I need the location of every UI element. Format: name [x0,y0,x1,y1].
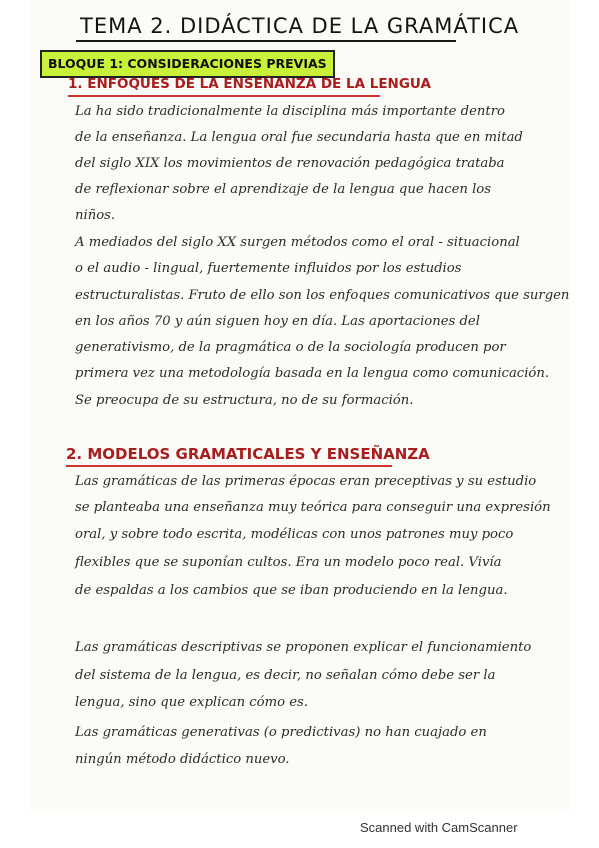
section-2-line: Las gramáticas descriptivas se proponen explicar el funcionamiento [75,640,532,655]
section-heading-1-underline [68,95,380,97]
section-1-line: La ha sido tradicionalmente la disciplina más importante dentro [75,104,505,119]
section-2-line: del sistema de la lengua, es decir, no señalan cómo debe ser la [75,668,496,683]
section-1-line: del siglo XIX los movimientos de renovación pedagógica trataba [75,156,505,171]
section-1-line: en los años 70 y aún siguen hoy en día. Las aportaciones del [75,314,480,329]
section-2-line: Las gramáticas de las primeras épocas eran preceptivas y su estudio [75,474,537,489]
section-2-line: lengua, sino que explican cómo es. [75,695,309,710]
section-1-line: niños. [75,208,116,223]
section-2-line: de espaldas a los cambios que se iban produciendo en la lengua. [75,583,508,598]
section-2-line: ningún método didáctico nuevo. [75,752,290,767]
section-1-line: primera vez una metodología basada en la lengua como comunicación. [75,366,550,381]
block-label-highlight: BLOQUE 1: CONSIDERACIONES PREVIAS [40,50,335,78]
section-heading-1: 1. ENFOQUES DE LA ENSEÑANZA DE LA LENGUA [68,76,431,92]
section-1-line: generativismo, de la pragmática o de la sociología producen por [75,340,506,355]
section-2-line: oral, y sobre todo escrita, modélicas con unos patrones muy poco [75,527,514,542]
section-1-line: de reflexionar sobre el aprendizaje de la lengua que hacen los [75,182,492,197]
section-1-line: A mediados del siglo XX surgen métodos como el oral - situacional [75,235,520,250]
scanner-watermark: Scanned with CamScanner [360,820,518,835]
section-1-line: Se preocupa de su estructura, no de su formación. [75,393,414,408]
page-title: TEMA 2. DIDÁCTICA DE LA GRAMÁTICA [80,14,520,38]
section-1-line: estructuralistas. Fruto de ello son los enfoques comunicativos que surgen [75,288,570,303]
section-2-line: se planteaba una enseñanza muy teórica para conseguir una expresión [75,500,551,515]
section-2-line: Las gramáticas generativas (o predictivas) no han cuajado en [75,725,487,740]
section-1-line: o el audio - lingual, fuertemente influidos por los estudios [75,261,462,276]
title-underline [76,40,456,42]
section-heading-2: 2. MODELOS GRAMATICALES Y ENSEÑANZA [66,445,430,463]
section-heading-2-underline [66,465,392,467]
section-1-line: de la enseñanza. La lengua oral fue secundaria hasta que en mitad [75,130,523,145]
section-2-line: flexibles que se suponían cultos. Era un modelo poco real. Vivía [75,555,502,570]
